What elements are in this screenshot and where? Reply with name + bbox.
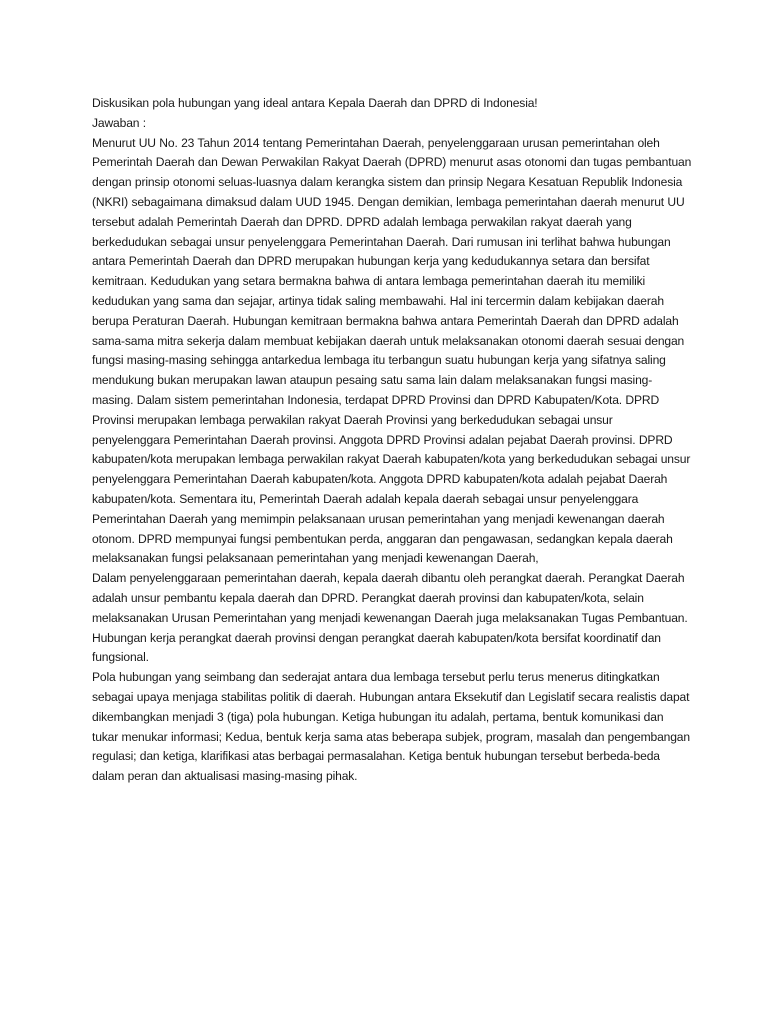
answer-paragraph-2: Dalam penyelenggaraan pemerintahan daerah, kepala daerah dibantu oleh perangkat daerah. Perangkat Daerah adalah unsur pembantu kepala daerah dan DPRD. Perangkat daerah provinsi dan kabupaten/kota, selain melaksanakan Urusan Pemerintahan yang menjadi kewenangan Daerah juga melaksanakan Tugas Pembantuan. Hubungan kerja perangkat daerah provinsi dengan perangkat daerah kabupaten/kota bersifat koordinatif dan fungsional. — [92, 571, 688, 665]
answer-paragraph-1: Menurut UU No. 23 Tahun 2014 tentang Pemerintahan Daerah, penyelenggaraan urusan pemerintahan oleh Pemerintah Daerah dan Dewan Perwakilan Rakyat Daerah (DPRD) menurut asas otonomi dan tugas pembantuan dengan prinsip otonomi seluas-luasnya dalam kerangka sistem dan prinsip Negara Kesatuan Republik Indonesia (NKRI) sebagaimana dimaksud dalam UUD 1945. Dengan demikian, lembaga pemerintahan daerah menurut UU tersebut adalah Pemerintah Daerah dan DPRD. DPRD adalah lembaga perwakilan rakyat daerah yang berkedudukan sebagai unsur penyelenggara Pemerintahan Daerah. Dari rumusan ini terlihat bahwa hubungan antara Pemerintah Daerah dan DPRD merupakan hubungan kerja yang kedudukannya setara dan bersifat kemitraan. Kedudukan yang setara bermakna bahwa di antara lembaga pemerintahan daerah itu memiliki kedudukan yang sama dan sejajar, artinya tidak saling membawahi. Hal ini tercermin dalam kebijakan daerah berupa Peraturan Daerah. Hubungan kemitraan bermakna bahwa antara Pemerintah Daerah dan DPRD adalah sama-sama mitra sekerja dalam membuat kebijakan daerah untuk melaksanakan otonomi daerah sesuai dengan fungsi masing-masing sehingga antarkedua lembaga itu terbangun suatu hubungan kerja yang sifatnya saling mendukung bukan merupakan lawan ataupun pesaing satu sama lain dalam melaksanakan fungsi masing-masing. Dalam sistem pemerintahan Indonesia, terdapat DPRD Provinsi dan DPRD Kabupaten/Kota. DPRD Provinsi merupakan lembaga perwakilan rakyat Daerah Provinsi yang berkedudukan sebagai unsur penyelenggara Pemerintahan Daerah provinsi. Anggota DPRD Provinsi adalan pejabat Daerah provinsi. DPRD kabupaten/kota merupakan lembaga perwakilan rakyat Daerah kabupaten/kota yang berkedudukan sebagai unsur penyelenggara Pemerintahan Daerah kabupaten/kota. Anggota DPRD kabupaten/kota adalah pejabat Daerah kabupaten/kota. Sementara itu, Pemerintah Daerah adalah kepala daerah sebagai unsur penyelenggara Pemerintahan Daerah yang memimpin pelaksanaan urusan pemerintahan yang menjadi kewenangan daerah otonom. DPRD mempunyai fungsi pembentukan perda, anggaran dan pengawasan, sedangkan kepala daerah melaksanakan fungsi pelaksanaan pemerintahan yang menjadi kewenangan Daerah, — [92, 135, 692, 566]
answer-paragraph-3: Pola hubungan yang seimbang dan sederajat antara dua lembaga tersebut perlu terus menerus ditingkatkan sebagai upaya menjaga stabilitas politik di daerah. Hubungan antara Eksekutif dan Legislatif secara realistis dapat dikembangkan menjadi 3 (tiga) pola hubungan. Ketiga hubungan itu adalah, pertama, bentuk komunikasi dan tukar menukar informasi; Kedua, bentuk kerja sama atas beberapa subjek, program, masalah dan pengembangan regulasi; dan ketiga, klarifikasi atas berbagai permasalahan. Ketiga bentuk hubungan tersebut berbeda-beda dalam peran dan aktualisasi masing-masing pihak. — [92, 670, 690, 784]
answer-label: Jawaban : — [92, 115, 146, 130]
document-page — [92, 94, 692, 787]
question-text: Diskusikan pola hubungan yang ideal antara Kepala Daerah dan DPRD di Indonesia! — [92, 96, 538, 110]
